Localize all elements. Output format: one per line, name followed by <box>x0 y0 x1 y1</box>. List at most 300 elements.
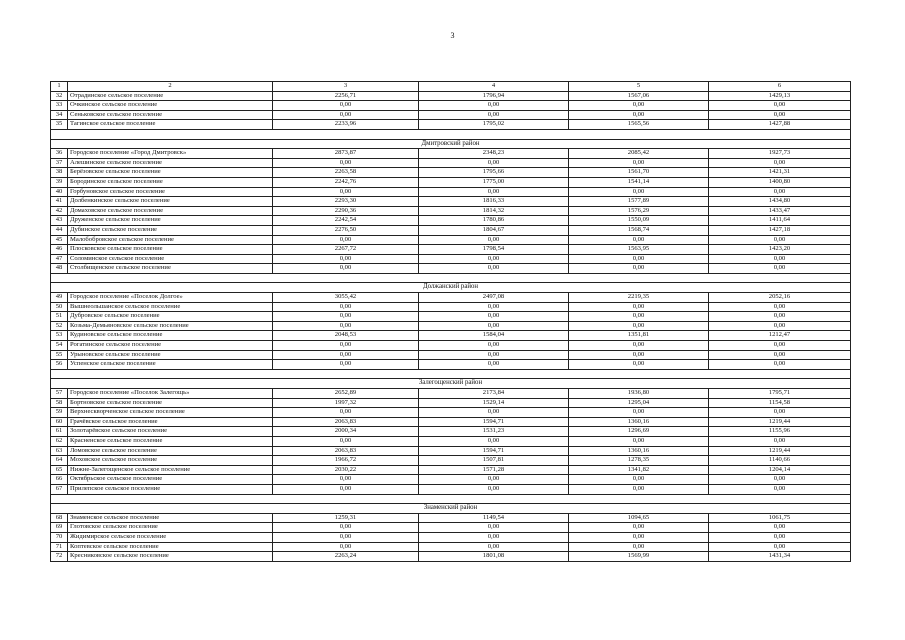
value-col-4: 0,00 <box>419 321 569 331</box>
table-row <box>51 302 851 312</box>
settlement-name: Ломовское сельское поселение <box>68 446 273 456</box>
value-col-4: 0,00 <box>419 475 569 485</box>
row-number: 72 <box>51 552 68 562</box>
value-col-4: 0,00 <box>419 436 569 446</box>
table-row <box>51 456 851 466</box>
value-col-4: 1149,54 <box>419 513 569 523</box>
value-col-6: 0,00 <box>709 408 851 418</box>
value-col-3: 0,00 <box>273 532 419 542</box>
settlement-name: Урыновское сельское поселение <box>68 350 273 360</box>
value-col-5: 2085,42 <box>569 149 709 159</box>
spacer-cell <box>51 369 851 379</box>
value-col-5: 1577,89 <box>569 197 709 207</box>
value-col-5: 0,00 <box>569 254 709 264</box>
row-number: 34 <box>51 110 68 120</box>
row-number: 56 <box>51 360 68 370</box>
settlement-name: Золотарёвское сельское поселение <box>68 427 273 437</box>
value-col-6: 0,00 <box>709 321 851 331</box>
table-row <box>51 341 851 351</box>
value-col-6: 0,00 <box>709 187 851 197</box>
section-title: Должанский район <box>51 283 851 293</box>
table-row <box>51 542 851 552</box>
section-title: Дмитровский район <box>51 139 851 149</box>
value-col-5: 0,00 <box>569 542 709 552</box>
value-col-3: 0,00 <box>273 408 419 418</box>
value-col-4: 1798,54 <box>419 245 569 255</box>
value-col-3: 2652,89 <box>273 389 419 399</box>
header-cell: 5 <box>569 82 709 92</box>
row-number: 63 <box>51 446 68 456</box>
table-row <box>51 417 851 427</box>
table-row <box>51 321 851 331</box>
row-number: 70 <box>51 532 68 542</box>
value-col-4: 0,00 <box>419 523 569 533</box>
value-col-5: 1360,16 <box>569 446 709 456</box>
value-col-6: 0,00 <box>709 542 851 552</box>
value-col-3: 0,00 <box>273 101 419 111</box>
value-col-4: 1529,14 <box>419 398 569 408</box>
value-col-3: 0,00 <box>273 523 419 533</box>
value-col-3: 2063,83 <box>273 417 419 427</box>
value-col-3: 0,00 <box>273 158 419 168</box>
settlements-table <box>50 81 851 562</box>
value-col-3: 2873,87 <box>273 149 419 159</box>
value-col-6: 0,00 <box>709 341 851 351</box>
value-col-4: 1594,71 <box>419 417 569 427</box>
value-col-6: 1431,34 <box>709 552 851 562</box>
value-col-3: 0,00 <box>273 312 419 322</box>
header-cell: 2 <box>68 82 273 92</box>
value-col-6: 1421,31 <box>709 168 851 178</box>
value-col-5: 1565,56 <box>569 120 709 130</box>
value-col-4: 1816,33 <box>419 197 569 207</box>
settlement-name: Успенское сельское поселение <box>68 360 273 370</box>
table-row <box>51 245 851 255</box>
settlement-name: Соломинское сельское поселение <box>68 254 273 264</box>
row-number: 51 <box>51 312 68 322</box>
value-col-4: 1531,23 <box>419 427 569 437</box>
row-number: 53 <box>51 331 68 341</box>
row-number: 44 <box>51 225 68 235</box>
value-col-4: 0,00 <box>419 235 569 245</box>
row-number: 52 <box>51 321 68 331</box>
value-col-3: 1259,31 <box>273 513 419 523</box>
value-col-3: 0,00 <box>273 187 419 197</box>
value-col-4: 1801,08 <box>419 552 569 562</box>
value-col-5: 0,00 <box>569 475 709 485</box>
settlement-name: Очкинское сельское поселение <box>68 101 273 111</box>
value-col-5: 0,00 <box>569 187 709 197</box>
value-col-3: 2256,71 <box>273 91 419 101</box>
value-col-6: 0,00 <box>709 158 851 168</box>
row-number: 48 <box>51 264 68 274</box>
row-number: 38 <box>51 168 68 178</box>
value-col-5: 1541,14 <box>569 177 709 187</box>
section-spacer <box>51 129 851 139</box>
row-number: 69 <box>51 523 68 533</box>
row-number: 54 <box>51 341 68 351</box>
row-number: 57 <box>51 389 68 399</box>
spacer-cell <box>51 273 851 283</box>
value-col-3: 0,00 <box>273 360 419 370</box>
row-number: 58 <box>51 398 68 408</box>
value-col-5: 0,00 <box>569 264 709 274</box>
value-col-4: 0,00 <box>419 110 569 120</box>
header-row <box>51 82 851 92</box>
value-col-5: 0,00 <box>569 408 709 418</box>
value-col-6: 1219,44 <box>709 446 851 456</box>
table-row <box>51 120 851 130</box>
value-col-3: 2242,54 <box>273 216 419 226</box>
value-col-3: 2263,24 <box>273 552 419 562</box>
value-col-3: 0,00 <box>273 254 419 264</box>
value-col-5: 0,00 <box>569 101 709 111</box>
value-col-3: 2290,36 <box>273 206 419 216</box>
value-col-4: 1795,66 <box>419 168 569 178</box>
table-row <box>51 149 851 159</box>
row-number: 59 <box>51 408 68 418</box>
value-col-4: 1795,02 <box>419 120 569 130</box>
value-col-3: 0,00 <box>273 436 419 446</box>
table-row <box>51 187 851 197</box>
value-col-5: 0,00 <box>569 350 709 360</box>
value-col-5: 1936,80 <box>569 389 709 399</box>
value-col-5: 1563,95 <box>569 245 709 255</box>
settlement-name: Кудиновское сельское поселение <box>68 331 273 341</box>
table-row <box>51 235 851 245</box>
value-col-5: 0,00 <box>569 312 709 322</box>
settlement-name: Тагинское сельское поселение <box>68 120 273 130</box>
value-col-3: 0,00 <box>273 350 419 360</box>
value-col-6: 1212,47 <box>709 331 851 341</box>
row-number: 42 <box>51 206 68 216</box>
settlement-name: Берёзовское сельское поселение <box>68 168 273 178</box>
value-col-3: 0,00 <box>273 302 419 312</box>
row-number: 49 <box>51 293 68 303</box>
header-cell: 4 <box>419 82 569 92</box>
table-row <box>51 398 851 408</box>
value-col-6: 1427,18 <box>709 225 851 235</box>
row-number: 61 <box>51 427 68 437</box>
table-row <box>51 177 851 187</box>
value-col-6: 1434,80 <box>709 197 851 207</box>
value-col-3: 0,00 <box>273 235 419 245</box>
value-col-3: 2293,30 <box>273 197 419 207</box>
value-col-3: 1966,72 <box>273 456 419 466</box>
value-col-6: 0,00 <box>709 532 851 542</box>
value-col-6: 0,00 <box>709 101 851 111</box>
value-col-6: 1427,88 <box>709 120 851 130</box>
table-row <box>51 293 851 303</box>
value-col-4: 0,00 <box>419 254 569 264</box>
value-col-3: 0,00 <box>273 484 419 494</box>
row-number: 40 <box>51 187 68 197</box>
value-col-6: 1429,13 <box>709 91 851 101</box>
section-title: Знаменский район <box>51 504 851 514</box>
settlement-name: Отрадинское сельское поселение <box>68 91 273 101</box>
value-col-4: 1804,67 <box>419 225 569 235</box>
header-cell: 6 <box>709 82 851 92</box>
settlement-name: Моховское сельское поселение <box>68 456 273 466</box>
settlement-name: Жидимирское сельское поселение <box>68 532 273 542</box>
value-col-4: 0,00 <box>419 187 569 197</box>
value-col-4: 0,00 <box>419 341 569 351</box>
settlement-name: Глотовское сельское поселение <box>68 523 273 533</box>
row-number: 55 <box>51 350 68 360</box>
value-col-5: 1550,09 <box>569 216 709 226</box>
table-row <box>51 206 851 216</box>
row-number: 60 <box>51 417 68 427</box>
value-col-6: 1400,80 <box>709 177 851 187</box>
row-number: 36 <box>51 149 68 159</box>
settlement-name: Нижне-Залегощенское сельское поселение <box>68 465 273 475</box>
row-number: 33 <box>51 101 68 111</box>
row-number: 39 <box>51 177 68 187</box>
settlement-name: Алешинское сельское поселение <box>68 158 273 168</box>
table-row <box>51 158 851 168</box>
section-title: Залегощенский район <box>51 379 851 389</box>
value-col-5: 1576,29 <box>569 206 709 216</box>
settlement-name: Дубинское сельское поселение <box>68 225 273 235</box>
value-col-5: 0,00 <box>569 484 709 494</box>
value-col-3: 2233,96 <box>273 120 419 130</box>
table-row <box>51 532 851 542</box>
value-col-4: 2173,84 <box>419 389 569 399</box>
value-col-4: 2348,23 <box>419 149 569 159</box>
value-col-6: 1927,73 <box>709 149 851 159</box>
value-col-6: 1155,96 <box>709 427 851 437</box>
value-col-4: 0,00 <box>419 360 569 370</box>
value-col-4: 1780,86 <box>419 216 569 226</box>
settlement-name: Друженское сельское поселение <box>68 216 273 226</box>
table-row <box>51 446 851 456</box>
header-cell: 3 <box>273 82 419 92</box>
value-col-6: 0,00 <box>709 484 851 494</box>
row-number: 66 <box>51 475 68 485</box>
value-col-5: 1569,99 <box>569 552 709 562</box>
page-number: 3 <box>450 31 455 40</box>
table-row <box>51 331 851 341</box>
value-col-3: 0,00 <box>273 475 419 485</box>
value-col-5: 0,00 <box>569 321 709 331</box>
settlement-name: Рогатинское сельское поселение <box>68 341 273 351</box>
table-row <box>51 91 851 101</box>
value-col-5: 1561,70 <box>569 168 709 178</box>
row-number: 64 <box>51 456 68 466</box>
table-row <box>51 523 851 533</box>
row-number: 65 <box>51 465 68 475</box>
table-row <box>51 475 851 485</box>
value-col-6: 0,00 <box>709 436 851 446</box>
value-col-5: 1296,69 <box>569 427 709 437</box>
value-col-3: 0,00 <box>273 264 419 274</box>
header-cell: 1 <box>51 82 68 92</box>
settlement-name: Городское поселение «Поселок Долгое» <box>68 293 273 303</box>
settlement-name: Столбищенское сельское поселение <box>68 264 273 274</box>
value-col-4: 0,00 <box>419 484 569 494</box>
value-col-4: 0,00 <box>419 101 569 111</box>
value-col-4: 0,00 <box>419 312 569 322</box>
value-col-5: 1568,74 <box>569 225 709 235</box>
table-row <box>51 484 851 494</box>
value-col-3: 2242,76 <box>273 177 419 187</box>
value-col-6: 1795,71 <box>709 389 851 399</box>
row-number: 71 <box>51 542 68 552</box>
table-row <box>51 513 851 523</box>
section-row <box>51 504 851 514</box>
value-col-6: 1140,66 <box>709 456 851 466</box>
value-col-4: 0,00 <box>419 542 569 552</box>
value-col-6: 0,00 <box>709 360 851 370</box>
value-col-4: 0,00 <box>419 264 569 274</box>
table-row <box>51 436 851 446</box>
table-row <box>51 216 851 226</box>
table-row <box>51 389 851 399</box>
spacer-cell <box>51 129 851 139</box>
table-row <box>51 408 851 418</box>
value-col-6: 1433,47 <box>709 206 851 216</box>
value-col-6: 0,00 <box>709 523 851 533</box>
value-col-5: 0,00 <box>569 158 709 168</box>
value-col-4: 1775,00 <box>419 177 569 187</box>
settlement-name: Знаменское сельское поселение <box>68 513 273 523</box>
table-row <box>51 101 851 111</box>
table-row <box>51 350 851 360</box>
settlement-name: Октябрьское сельское поселение <box>68 475 273 485</box>
value-col-5: 0,00 <box>569 110 709 120</box>
section-row <box>51 139 851 149</box>
settlement-name: Красненское сельское поселение <box>68 436 273 446</box>
value-col-3: 0,00 <box>273 341 419 351</box>
section-row <box>51 379 851 389</box>
table-row <box>51 110 851 120</box>
settlement-name: Грачёвское сельское поселение <box>68 417 273 427</box>
settlement-name: Плосковское сельское поселение <box>68 245 273 255</box>
value-col-4: 2497,08 <box>419 293 569 303</box>
value-col-3: 0,00 <box>273 542 419 552</box>
settlement-name: Дубровское сельское поселение <box>68 312 273 322</box>
value-col-6: 1219,44 <box>709 417 851 427</box>
value-col-3: 2263,58 <box>273 168 419 178</box>
settlement-name: Долбенкинское сельское поселение <box>68 197 273 207</box>
row-number: 43 <box>51 216 68 226</box>
row-number: 50 <box>51 302 68 312</box>
value-col-6: 1061,75 <box>709 513 851 523</box>
value-col-3: 1997,32 <box>273 398 419 408</box>
table-row <box>51 552 851 562</box>
table-row <box>51 312 851 322</box>
table-row <box>51 197 851 207</box>
settlement-name: Домаховское сельское поселение <box>68 206 273 216</box>
value-col-4: 1796,94 <box>419 91 569 101</box>
settlement-name: Бородинское сельское поселение <box>68 177 273 187</box>
value-col-5: 0,00 <box>569 341 709 351</box>
section-spacer <box>51 494 851 504</box>
spacer-cell <box>51 494 851 504</box>
value-col-3: 3055,42 <box>273 293 419 303</box>
settlement-name: Верхнескворченское сельское поселение <box>68 408 273 418</box>
value-col-3: 2276,50 <box>273 225 419 235</box>
value-col-5: 1278,35 <box>569 456 709 466</box>
value-col-5: 1567,06 <box>569 91 709 101</box>
value-col-3: 2000,34 <box>273 427 419 437</box>
value-col-3: 2063,83 <box>273 446 419 456</box>
value-col-5: 1295,04 <box>569 398 709 408</box>
row-number: 62 <box>51 436 68 446</box>
value-col-4: 0,00 <box>419 408 569 418</box>
settlement-name: Прилепское сельское поселение <box>68 484 273 494</box>
value-col-5: 1360,16 <box>569 417 709 427</box>
value-col-5: 1351,81 <box>569 331 709 341</box>
section-row <box>51 283 851 293</box>
row-number: 67 <box>51 484 68 494</box>
settlement-name: Вышнеольшанское сельское поселение <box>68 302 273 312</box>
table-row <box>51 254 851 264</box>
value-col-4: 0,00 <box>419 302 569 312</box>
settlement-name: Малобобровское сельское поселение <box>68 235 273 245</box>
row-number: 41 <box>51 197 68 207</box>
value-col-6: 0,00 <box>709 110 851 120</box>
value-col-5: 2219,35 <box>569 293 709 303</box>
table-row <box>51 225 851 235</box>
table-row <box>51 264 851 274</box>
value-col-5: 0,00 <box>569 436 709 446</box>
value-col-5: 0,00 <box>569 532 709 542</box>
value-col-5: 0,00 <box>569 360 709 370</box>
settlement-name: Бортновское сельское поселение <box>68 398 273 408</box>
value-col-4: 1507,81 <box>419 456 569 466</box>
value-col-5: 1094,65 <box>569 513 709 523</box>
value-col-4: 0,00 <box>419 158 569 168</box>
value-col-6: 0,00 <box>709 312 851 322</box>
value-col-3: 2267,72 <box>273 245 419 255</box>
row-number: 45 <box>51 235 68 245</box>
section-spacer <box>51 369 851 379</box>
value-col-5: 1341,82 <box>569 465 709 475</box>
value-col-5: 0,00 <box>569 302 709 312</box>
table-row <box>51 360 851 370</box>
value-col-6: 0,00 <box>709 235 851 245</box>
settlement-name: Городское поселение «Поселок Залегощь» <box>68 389 273 399</box>
table-row <box>51 427 851 437</box>
row-number: 47 <box>51 254 68 264</box>
value-col-6: 1204,14 <box>709 465 851 475</box>
value-col-5: 0,00 <box>569 523 709 533</box>
value-col-4: 1584,04 <box>419 331 569 341</box>
settlement-name: Горбуновское сельское поселение <box>68 187 273 197</box>
value-col-6: 1154,58 <box>709 398 851 408</box>
row-number: 35 <box>51 120 68 130</box>
settlement-name: Коптевское сельское поселение <box>68 542 273 552</box>
table-row <box>51 168 851 178</box>
row-number: 46 <box>51 245 68 255</box>
row-number: 68 <box>51 513 68 523</box>
value-col-4: 1571,28 <box>419 465 569 475</box>
value-col-4: 0,00 <box>419 350 569 360</box>
value-col-5: 0,00 <box>569 235 709 245</box>
value-col-6: 0,00 <box>709 264 851 274</box>
row-number: 37 <box>51 158 68 168</box>
value-col-6: 1423,20 <box>709 245 851 255</box>
value-col-6: 1411,64 <box>709 216 851 226</box>
value-col-6: 0,00 <box>709 302 851 312</box>
value-col-3: 0,00 <box>273 110 419 120</box>
row-number: 32 <box>51 91 68 101</box>
value-col-3: 2048,53 <box>273 331 419 341</box>
value-col-6: 0,00 <box>709 475 851 485</box>
settlement-name: Козьма-Демьяновское сельское поселение <box>68 321 273 331</box>
section-spacer <box>51 273 851 283</box>
